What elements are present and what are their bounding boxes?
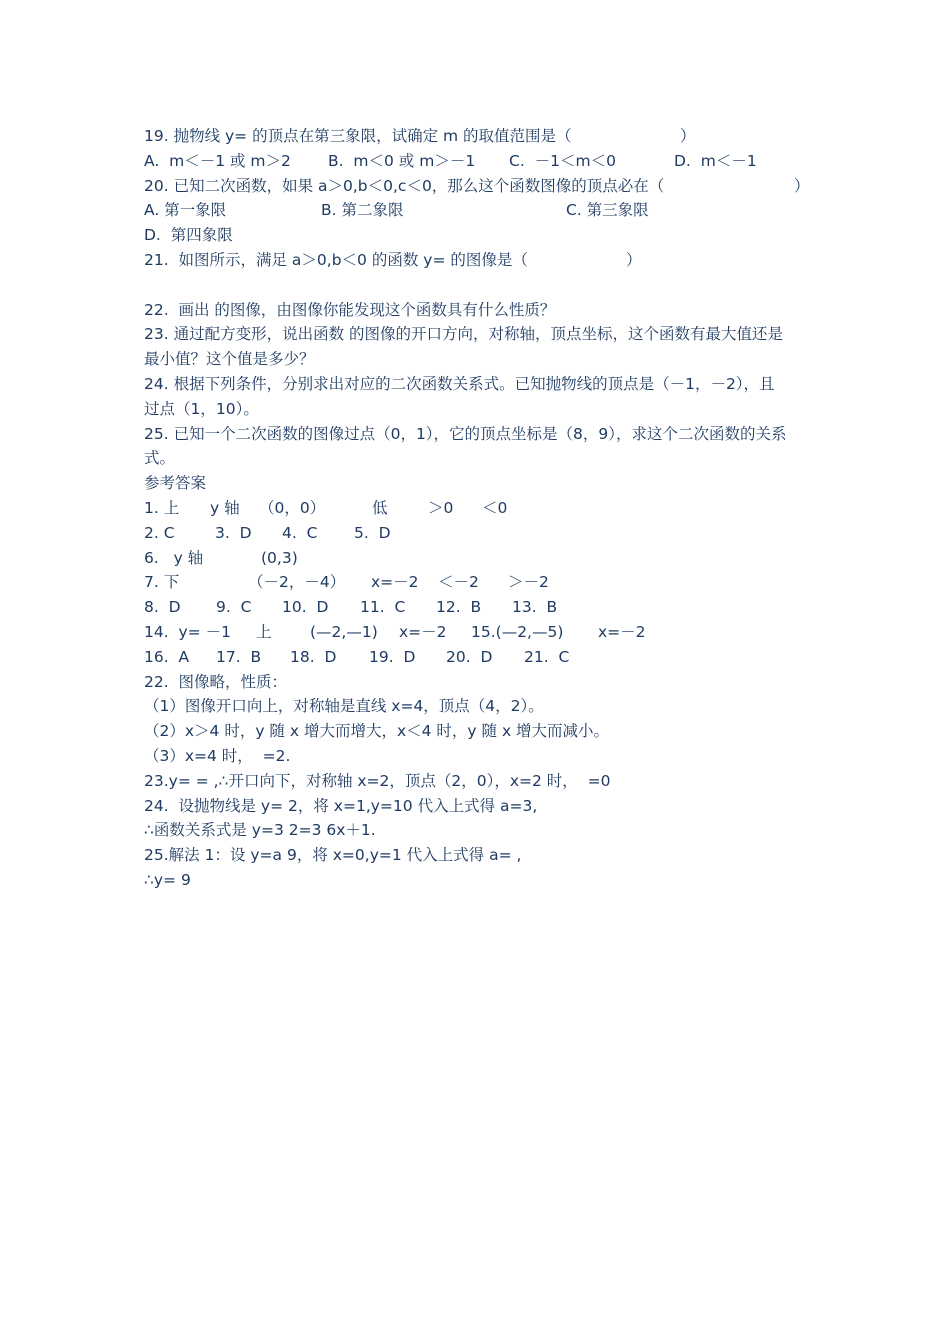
answer-segment: 低 (372, 498, 388, 517)
answer-text: （2）x＞4 时，y 随 x 增大而增大，x＜4 时，y 随 x 增大而减小。 (144, 722, 610, 741)
answer-text: 23.y= = ,∴开口向下，对称轴 x=2，顶点（2，0），x=2 时， =0 (144, 771, 611, 790)
answers-heading (144, 471, 814, 496)
answer-segment: x=－2 (598, 622, 646, 641)
answer-segment: 16. A (144, 647, 190, 666)
answers-heading-text: 参考答案 (144, 474, 207, 493)
question-19-bracket: ） (680, 127, 696, 145)
option-c: C. 第三象限 (566, 201, 649, 220)
question-21 (144, 248, 814, 273)
answer-22-property-1 (144, 694, 814, 719)
answer-text: 25.解法 1：设 y=a 9，将 x=0,y=1 代入上式得 a= , (144, 846, 522, 865)
question-20-option-d (144, 223, 814, 248)
answer-24 (144, 794, 814, 819)
answer-segment: ＞0 (428, 498, 454, 517)
question-25-cont (144, 446, 814, 471)
option-a: A. m＜－1 或 m＞2 (144, 151, 291, 170)
answer-segment: （－2，－4） (248, 573, 346, 592)
answer-segment: 上 (256, 622, 272, 641)
answer-segment: 13. B (512, 598, 558, 617)
blank-line (144, 273, 814, 298)
answer-segment: (0,3) (261, 548, 298, 567)
answer-line-7 (144, 645, 814, 670)
question-19-text: 19. 抛物线 y= 的顶点在第三象限，试确定 m 的取值范围是（ (144, 127, 572, 145)
answer-segment: (—2,—1) (310, 622, 378, 641)
option-b: B. 第二象限 (321, 201, 404, 220)
answer-segment: 11. C (360, 598, 406, 617)
option-a: A. 第一象限 (144, 201, 227, 220)
answer-segment: 6. y 轴 (144, 548, 204, 567)
question-23-cont (144, 347, 814, 372)
answer-segment: ＜0 (482, 498, 508, 517)
answer-22-property-2 (144, 719, 814, 744)
answer-22-property-3 (144, 744, 814, 769)
answer-segment: 14. y= －1 (144, 622, 231, 641)
question-24 (144, 372, 814, 397)
answer-segment: 20. D (446, 647, 493, 666)
answer-line-6 (144, 620, 814, 645)
answer-segment: 8. D (144, 598, 181, 617)
answer-line-3 (144, 546, 814, 571)
answer-line-5 (144, 595, 814, 620)
answer-23 (144, 769, 814, 794)
question-22-text: 22. 画出 的图像，由图像你能发现这个函数具有什么性质？ (144, 300, 556, 319)
answer-segment: x=－2 (371, 573, 419, 592)
answer-22-heading (144, 670, 814, 695)
answer-text: ∴函数关系式是 y=3 2=3 6x＋1. (144, 821, 376, 840)
answer-segment: y 轴 (210, 498, 240, 517)
answer-segment: ＞－2 (508, 573, 549, 592)
answer-segment: 15.(—2,—5) (471, 622, 564, 641)
answer-line-2 (144, 521, 814, 546)
answer-segment: 12. B (436, 598, 482, 617)
answer-segment: 19. D (369, 647, 416, 666)
answer-text: 22. 图像略，性质： (144, 672, 288, 691)
answer-segment: 3. D (215, 523, 252, 542)
answer-25 (144, 843, 814, 868)
answer-segment: 4. C (282, 523, 318, 542)
answer-segment: 17. B (216, 647, 262, 666)
question-23-text-cont: 最小值？这个值是多少？ (144, 350, 315, 369)
answer-text: （1）图像开口向上，对称轴是直线 x=4，顶点（4，2）。 (144, 697, 544, 716)
question-23 (144, 322, 814, 347)
question-20-bracket: ） (794, 176, 810, 195)
answer-segment: 2. C (144, 523, 175, 542)
answer-segment: 10. D (282, 598, 329, 617)
answer-text: ∴y= 9 (144, 870, 191, 889)
answer-segment: 21. C (524, 647, 570, 666)
answer-25-cont (144, 868, 814, 893)
answer-24-cont (144, 818, 814, 843)
question-24-cont (144, 397, 814, 422)
document-body (144, 124, 814, 893)
answer-line-1 (144, 496, 814, 521)
answer-text: 24. 设抛物线是 y= 2，将 x=1,y=10 代入上式得 a=3, (144, 796, 538, 815)
answer-text: （3）x=4 时， =2. (144, 746, 291, 765)
option-c: C. －1＜m＜0 (509, 151, 616, 170)
question-19 (144, 124, 814, 149)
option-d: D. m＜－1 (674, 151, 757, 170)
answer-segment: （0，0） (259, 498, 326, 517)
option-d: D. 第四象限 (144, 226, 233, 245)
question-24-text: 24. 根据下列条件，分别求出对应的二次函数关系式。已知抛物线的顶点是（－1，－2），且 (144, 374, 775, 393)
question-19-options (144, 149, 814, 174)
question-21-text: 21. 如图所示，满足 a＞0,b＜0 的函数 y= 的图像是（ (144, 250, 528, 269)
answer-segment: 1. 上 (144, 498, 180, 517)
question-20-text: 20. 已知二次函数，如果 a＞0,b＜0,c＜0，那么这个函数图像的顶点必在（ (144, 176, 665, 195)
answer-segment: x=－2 (399, 622, 447, 641)
question-22 (144, 298, 814, 323)
answer-segment: 5. D (354, 523, 391, 542)
question-20 (144, 174, 814, 199)
question-21-bracket: ） (626, 250, 642, 269)
answer-segment: ＜－2 (438, 573, 479, 592)
answer-segment: 9. C (216, 598, 252, 617)
question-25-text-cont: 式。 (144, 449, 176, 468)
question-23-text: 23. 通过配方变形，说出函数 的图像的开口方向，对称轴，顶点坐标，这个函数有最大值还是 (144, 325, 784, 344)
question-20-options (144, 198, 814, 223)
question-24-text-cont: 过点（1，10）。 (144, 399, 259, 418)
answer-line-4 (144, 570, 814, 595)
answer-segment: 18. D (290, 647, 337, 666)
answer-segment: 7. 下 (144, 573, 180, 592)
option-b: B. m＜0 或 m＞－1 (328, 151, 476, 170)
question-25 (144, 422, 814, 447)
question-25-text: 25. 已知一个二次函数的图像过点（0，1），它的顶点坐标是（8，9），求这个二次函数的关系 (144, 424, 787, 443)
